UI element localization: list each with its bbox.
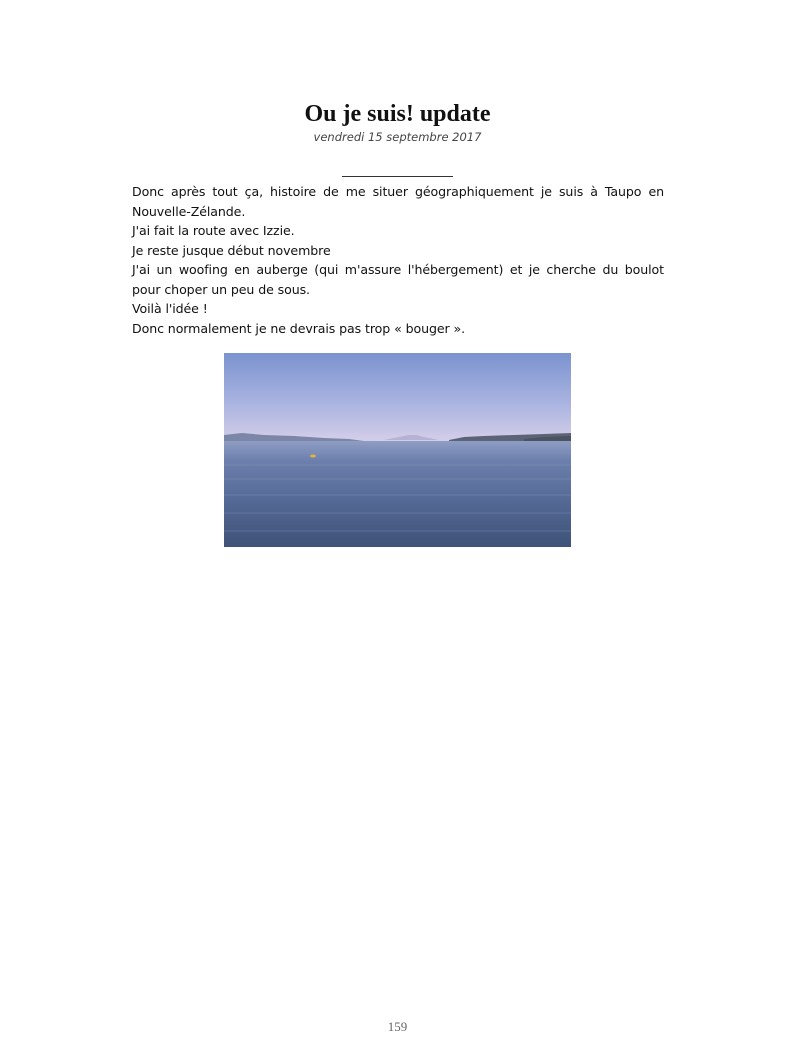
- lake-landscape-image: [224, 353, 571, 547]
- paragraph: Donc après tout ça, histoire de me situer géographiquement je suis à Taupo en Nouvelle-Zélande.: [132, 184, 664, 219]
- sky: [224, 353, 571, 443]
- article-body: [132, 182, 664, 338]
- post-date: vendredi 15 septembre 2017: [313, 130, 482, 144]
- paragraph: Donc normalement je ne devrais pas trop « bouger ».: [132, 320, 466, 336]
- paragraph: Je reste jusque début novembre: [132, 242, 331, 258]
- title-divider: [342, 176, 453, 177]
- lake-photo: [224, 353, 571, 547]
- buoy: [310, 455, 316, 458]
- page-number: 159: [387, 1019, 408, 1034]
- page-title: Ou je suis! update: [304, 101, 491, 127]
- paragraph: Voilà l'idée !: [132, 301, 208, 316]
- paragraph: J'ai un woofing en auberge (qui m'assure l'hébergement) et je cherche du boulot pour choper un peu de sous.: [132, 262, 664, 297]
- paragraph: J'ai fait la route avec Izzie.: [132, 223, 295, 238]
